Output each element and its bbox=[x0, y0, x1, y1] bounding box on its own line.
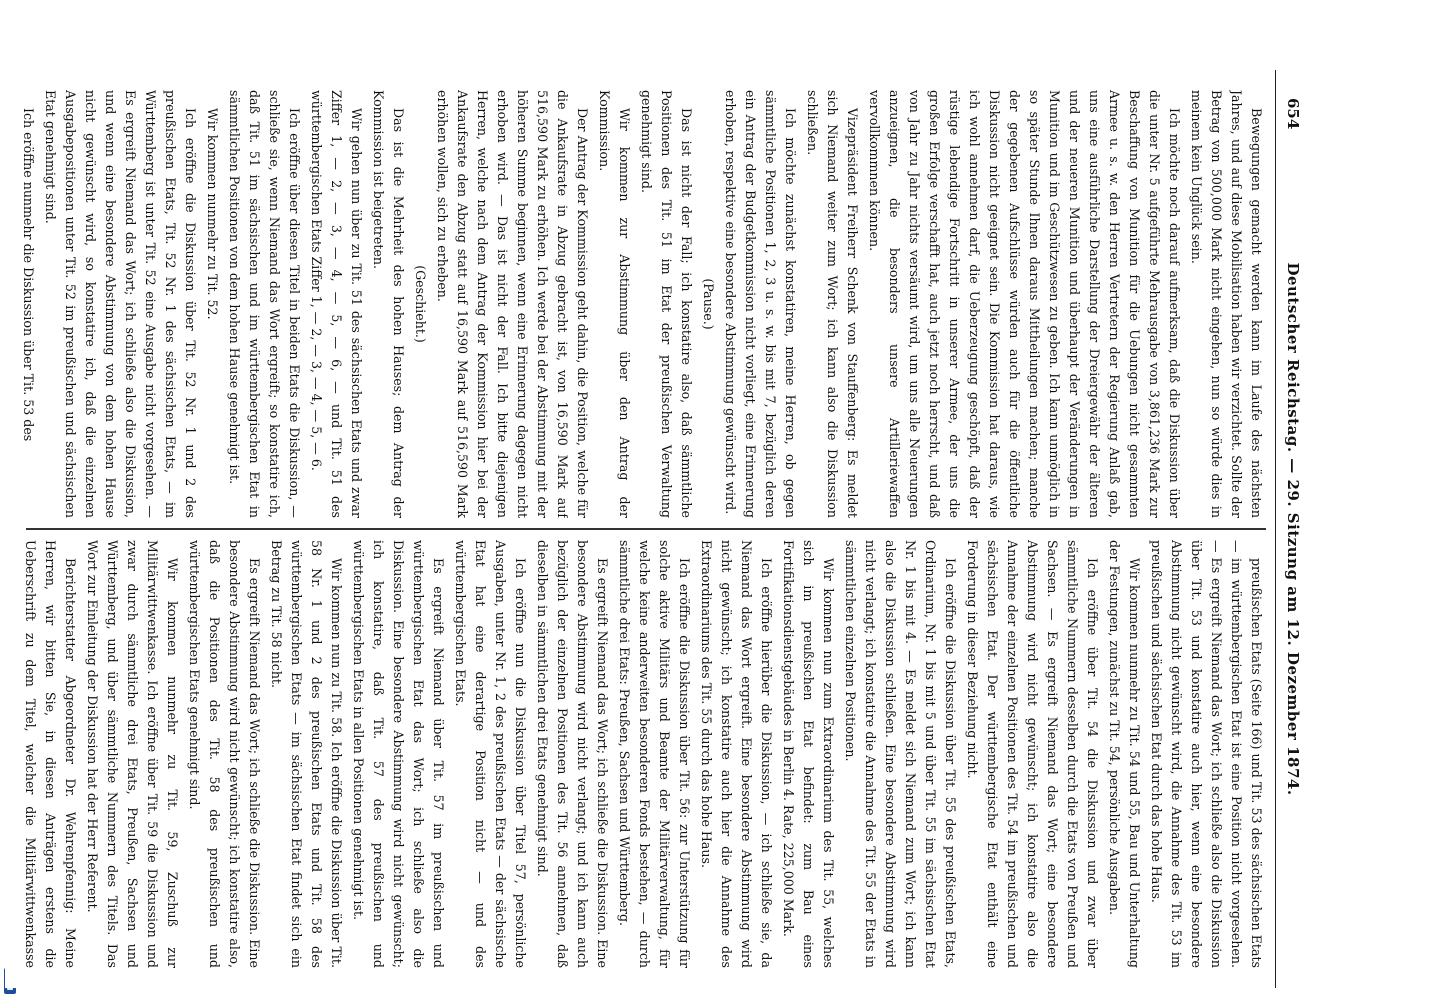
page-header bbox=[1275, 70, 1310, 988]
paragraph: (Geschieht.) bbox=[413, 265, 428, 343]
paragraph: Ich eröffne die Diskussion über Tit. 56: zur Unterstützung für solche aktive Militärs und Beamte der Militärverwaltung, für welche keine anderweiten besonderen Fonds bestehen, — durch sämmtliche drei Etats: Preußen, Sachsen und Württemberg. bbox=[617, 540, 692, 968]
paragraph: Ich möchte zunächst konstatiren, meine Herren, ob gegen sämmtliche Positionen 1, 2, 3 u. s. w. bis mit 7, bezüglich deren ein Antrag der Budgetkommission nicht vorliegt, eine Erinnerung erhoben, respektive eine besondere Abstimmung gewünscht wird. bbox=[723, 90, 798, 518]
page-number: 654 bbox=[1284, 98, 1302, 130]
left-column bbox=[21, 90, 1266, 518]
paragraph: Es ergreift Niemand über Tit. 57 im preußischen und württembergischen Etat das Wort; ich schließe also die Diskussion. Eine besondere Abstimmung wird nicht gewünscht; ich konstatire, daß Tit. 57 des preußischen und württembergischen Etats in allen Positionen genehmigt ist. bbox=[351, 540, 446, 968]
paragraph: Ich eröffne über diesen Titel in beiden Etats die Diskussion, — schließe sie, wenn Niemand das Wort ergreift; so konstatire ich, daß Tit. 51 im sächsischen und im württembergischen Etat in sämmtlichen Positionen von dem hohen Hause genehmigt ist. bbox=[227, 90, 302, 518]
column-divider bbox=[26, 528, 1266, 530]
paragraph: Ich eröffne die Diskussion über Tit. 52 Nr. 1 und 2 des preußischen Etats, Tit. 52 Nr. 1 des sächsischen Etats, — im Württemberg ist unter Tit. 52 eine Ausgabe nicht vorgesehen. — Es ergreift Niemand das Wort; ich schließe also die Diskussion, und wenn eine besondere Abstimmung von dem hohen Hause nicht gewünscht wird, so konstatire ich, daß die einzelnen Ausgabepositionen unter Tit. 52 im preußischen und sächsischen Etat genehmigt sind. bbox=[43, 90, 198, 518]
paragraph: Wir kommen nunmehr zu Tit. 59, Zuschuß zur Militärwittwenkasse. Ich eröffne über Tit. 59 die Diskussion und zwar durch sämmtliche drei Etats, Preußen, Sachsen und Württemberg, und über sämmtliche Nummern des Titels. Das Wort zur Einleitung der Diskussion hat der Herr Referent. bbox=[85, 540, 180, 968]
paragraph: Ich eröffne über Tit. 54 die Diskussion und zwar über sämmtliche Nummern desselben durch die Etats von Preußen und Sachsen. — Es ergreift Niemand das Wort; eine besondere Abstimmung wird nicht gewünscht; ich konstatire also die Annahme der einzelnen Positionen des Tit. 54 im preußischen und sächsischen Etat. Der württembergische Etat enthält eine Forderung in dieser Beziehung nicht. bbox=[965, 540, 1100, 968]
paragraph: Wir kommen nun zu Tit. 58. Ich eröffne die Diskussion über Tit. 58 Nr. 1 und 2 des preußischen Etats und Tit. 58 des württembergischen Etats — im sächsischen Etat findet sich ein Betrag zu Tit. 58 nicht. bbox=[269, 540, 344, 968]
paragraph: Es ergreift Niemand das Wort; ich schließe die Diskussion. Eine besondere Abstimmung wird nicht gewünscht; ich konstatire also, daß die Positionen des Tit. 58 des preußischen und württembergischen Etats genehmigt sind. bbox=[187, 540, 262, 968]
paragraph: Ich eröffne nun die Diskussion über Titel 57, persönliche Ausgaben, unter Nr. 1, 2 des preußischen Etats — der sächsische Etat hat eine derartige Position nicht — und des württembergischen Etats. bbox=[453, 540, 528, 968]
paragraph: Wir kommen nunmehr zu Tit. 52. bbox=[205, 108, 220, 320]
paragraph: Wir kommen zur Abstimmung über den Antrag der Kommission. bbox=[597, 90, 632, 518]
paragraph: Wir gehen nun über zu Tit. 51 des sächsischen Etats und zwar Ziffer 1, — 2, — 3, — 4, — 5, — 6, — und Tit. 51 des württembergischen Etats Ziffer 1, — 2, — 3, — 4, — 5, — 6. bbox=[309, 90, 364, 518]
right-column bbox=[21, 540, 1266, 968]
paragraph: Wir kommen nunmehr zu Tit. 54 und 55, Bau und Unterhaltung der Festungen, zunächst zu Tit. 54, persönliche Ausgaben. bbox=[1107, 540, 1142, 968]
paragraph: preußischen Etats (Seite 166) und Tit. 53 des sächsischen Etats — im württembergischen Etat ist eine Position nicht vorgesehen. — Es ergreift Niemand das Wort; ich schließe also die Diskussion über Tit. 53 und konstatire auch hier, wenn eine besondere Abstimmung nicht gewünscht wird, die Annahme des Tit. 53 im preußischen und sächsischen Etat durch das hohe Haus. bbox=[1149, 540, 1264, 968]
paragraph: (Pause.) bbox=[701, 278, 716, 330]
paragraph: Bewegungen gemacht werden kann im Laufe des nächsten Jahres, und auf diese Mobilisation haben wir verzichtet. Sollte der Betrag von 500,000 Mark nicht eingehen, nun so würde dies in meinem kein Unglück sein. bbox=[1189, 90, 1264, 518]
paragraph: Vizepräsident Freiherr Schenk von Stauffenberg: Es meldet sich Niemand weiter zum Wort; ich kann also die Diskussion schließen. bbox=[805, 90, 860, 518]
paragraph: Es ergreift Niemand das Wort; ich schließe die Diskussion. Eine besondere Abstimmung wird nicht verlangt; und ich kann auch bezüglich der einzelnen Positionen des Tit. 56 annehmen, daß dieselben in sämmtlichen drei Etats genehmigt sind. bbox=[535, 540, 610, 968]
paragraph: Das ist nicht der Fall; ich konstatire also, daß sämmtliche Positionen des Tit. 51 im Etat der preußischen Verwaltung genehmigt sind. bbox=[639, 90, 694, 518]
page-title: Deutscher Reichstag. — 29. Sitzung am 12. Dezember 1874. bbox=[1284, 262, 1302, 796]
paragraph: Wir kommen nun zum Extraordinarium des Tit. 55, welches sich im preußischen Etat befindet: zum Bau eines Fortifikationsdienstgebäudes in Berlin 4. Rate, 225,000 Mark. bbox=[781, 540, 836, 968]
paragraph: Ich eröffne nunmehr die Diskussion über Tit. 53 des bbox=[21, 108, 36, 442]
scanned-page bbox=[5, 70, 1310, 988]
paragraph: Das ist die Mehrheit des hohen Hauses; dem Antrag der Kommission ist beigetreten. bbox=[371, 90, 406, 518]
paragraph: Ich eröffne hierüber die Diskussion, — ich schließe sie, da Niemand das Wort ergreift. Eine besondere Abstimmung wird nicht gewünscht; ich konstatire auch hier die Annahme des Extraordinariums des Tit. 55 durch das hohe Haus. bbox=[699, 540, 774, 968]
paragraph: Ich möchte noch darauf aufmerksam, daß die Diskussion über die unter Nr. 5 aufgeführte Mehrausgabe von 3,861,236 Mark zur Beschaffung von Munition für die Uebungen nicht gesammten Armee u. s. w. den Herren Vertretern der Regierung Anlaß gab, uns eine ausführliche Darstellung der Dreiergewähr der älteren und der neueren Munition und überhaupt der Veränderungen in Munition und im Geschützwesen zu geben. Ich kann unmöglich in so später Stunde Ihnen daraus Mittheilungen machen; manche der gegebenen Aufschlüsse würden auch für die öffentliche Diskussion nicht geeignet sein. Die Kommission hat daraus, wie ich wohl annehmen darf, die Ueberzeugung geschöpft, daß der rüstige lebendige Fortschritt in unserer Armee, der uns die großen Erfolge verschafft hat, auch jetzt noch herrscht, und daß von Jahr zu Jahr nichts versäumt wird, um uns alle Neuerungen anzueignen, die besonders unsere Artilleriewaffen vervollkommnen können. bbox=[867, 90, 1182, 518]
paragraph: Der Antrag der Kommission geht dahin, die Position, welche für die Ankaufsrate in Abzug gebracht ist, von 16,590 Mark auf 516,590 Mark zu erhöhen. Ich werde bei der Abstimmung mit der höheren Summe beginnen, wenn eine Erinnerung dagegen nicht erhoben wird. — Das ist nicht der Fall. Ich bitte diejenigen Herren, welche nach dem Antrag der Kommission hier bei der Ankaufsrate den Abzug statt auf 16,590 Mark auf 516,590 Mark erhöhen wollen, sich zu erheben. bbox=[435, 90, 590, 518]
paragraph: Ich eröffne die Diskussion über Tit. 55 des preußischen Etats, Ordinarium, Nr. 1 bis mit 5 und über Tit. 55 im sächsischen Etat Nr. 1 bis mit 4. — Es meldet sich Niemand zum Wort; ich kann also die Diskussion schließen. Eine besondere Abstimmung wird nicht verlangt; ich konstatire die Annahme des Tit. 55 der Etats in sämmtlichen einzelnen Positionen. bbox=[843, 540, 958, 968]
paragraph: Berichterstatter Abgeordneter Dr. Wehrenpfennig: Meine Herren, wir bitten Sie, in diesen Anträgen erstens die Ueberschrift zu dem Titel, welcher die Militärwittwenkasse bbox=[23, 540, 78, 968]
